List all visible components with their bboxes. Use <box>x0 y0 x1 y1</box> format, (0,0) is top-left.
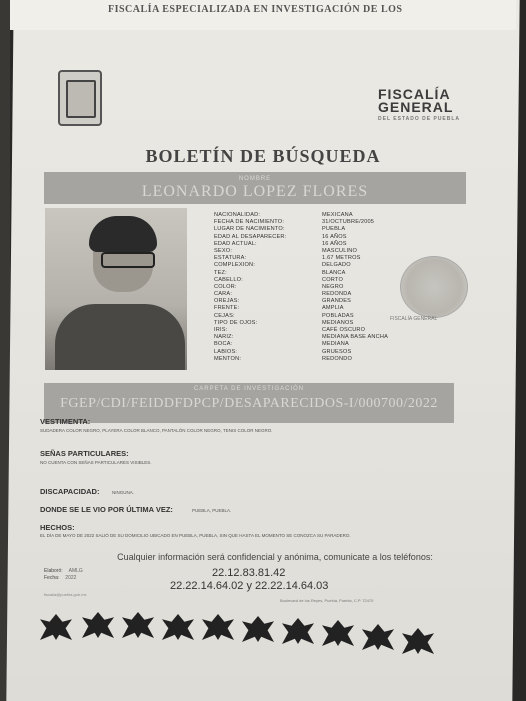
field-label: COLOR: <box>214 283 237 290</box>
field-label: CABELLO: <box>214 276 243 283</box>
donde-title: DONDE SE LE VIO POR ÚLTIMA VEZ: <box>40 505 173 514</box>
field-value: 1.67 METROS <box>322 255 361 262</box>
field-value: 31/OCTUBRE/2005 <box>322 219 375 226</box>
field-label: OREJAS: <box>214 298 240 305</box>
state-seal-icon <box>58 70 102 126</box>
field-label: EDAD ACTUAL: <box>214 240 257 247</box>
field-value: 16 AÑOS <box>322 233 347 240</box>
field-value: 16 AÑOS <box>322 240 347 247</box>
senas-title: SEÑAS PARTICULARES: <box>40 449 129 458</box>
phone-number-1: 22.12.83.81.42 <box>212 567 286 579</box>
field-label: TEZ: <box>214 269 227 276</box>
field-label: IRIS: <box>214 327 228 333</box>
discapacidad-title: DISCAPACIDAD: <box>40 487 100 496</box>
field-value: BLANCA <box>322 269 346 276</box>
field-value: PUEBLA <box>322 226 346 233</box>
vestimenta-text: SUDADERA COLOR NEGRO, PLAYERA COLOR BLANCO, PANTALÓN COLOR NEGRO, TENIS COLOR NEGRO. <box>40 428 273 433</box>
field-label: FECHA DE NACIMIENTO: <box>214 219 285 226</box>
field-value: MEXICANA <box>322 212 353 218</box>
agency-line3: DEL ESTADO DE PUEBLA <box>378 116 461 122</box>
field-value: REDONDO <box>322 355 352 362</box>
elaboration-info <box>44 568 83 582</box>
field-value: MEDIANA BASE ANCHA <box>322 334 389 341</box>
talavera-ornament-icon <box>322 620 354 646</box>
field-label: CEJAS: <box>214 312 235 319</box>
person-name: LEONARDO LOPEZ FLORES <box>141 183 369 200</box>
field-value: CAFÉ OSCURO <box>322 327 366 333</box>
fecha-value: 2022 <box>65 575 77 581</box>
phone-number-2: 22.22.14.64.02 y 22.22.14.64.03 <box>170 580 329 592</box>
page-title: BOLETÍN DE BÚSQUEDA <box>145 146 381 166</box>
field-value: MEDIANOS <box>322 319 354 326</box>
field-label: NACIONALIDAD: <box>214 212 261 218</box>
field-value: NEGRO <box>322 283 344 290</box>
donde-text: PUEBLA, PUEBLA. <box>192 508 232 513</box>
field-value: CORTO <box>322 276 343 283</box>
agency-logo <box>378 88 460 122</box>
field-label: MENTON: <box>214 355 242 362</box>
carpeta-bar <box>44 383 454 423</box>
talavera-ornament-icon <box>242 616 274 642</box>
field-value: POBLADAS <box>322 312 354 319</box>
field-values <box>322 212 388 363</box>
stamp-text: FISCALÍA GENERAL <box>390 316 438 322</box>
field-value: AMPLIA <box>322 305 344 312</box>
field-label: COMPLEXION: <box>214 262 256 269</box>
field-label: LABIOS: <box>214 348 238 355</box>
talavera-ornament-icon <box>162 614 194 640</box>
senas-text: NO CUENTA CON SEÑAS PARTICULARES VISIBLES. <box>40 460 152 465</box>
field-value: MEDIANA <box>322 341 349 348</box>
field-label: CARA: <box>214 291 233 298</box>
talavera-ornament-icon <box>122 612 154 638</box>
fecha-label: Fecha: <box>44 575 60 581</box>
ornament-border <box>38 608 448 664</box>
contact-email: fiscalia@puebla.gob.mx <box>44 592 87 597</box>
field-label: EDAD AL DESAPARECER: <box>214 233 287 240</box>
field-labels <box>214 212 286 363</box>
field-value: MASCULINO <box>322 247 358 254</box>
field-value: DELGADO <box>322 262 351 269</box>
elaboro-value: AMLG <box>68 568 83 574</box>
office-address: Boulevard de los Reyes, Puebla, Puebla, C.P. 72470 <box>280 598 374 603</box>
field-value: GRUESOS <box>322 348 352 355</box>
name-label: NOMBRE <box>238 176 272 182</box>
hechos-title: HECHOS: <box>40 523 75 532</box>
field-label: BOCA: <box>214 341 233 348</box>
header-top-line: FISCALÍA ESPECIALIZADA EN INVESTIGACIÓN DE LOS <box>108 4 403 15</box>
agency-line1: FISCALÍA <box>378 86 451 102</box>
hechos-text: EL DÍA DE MAYO DE 2022 SALIÓ DE SU DOMICILIO UBICADO EN PUEBLA, PUEBLA, SIN QUE HASTA EL MOMENTO SE CONOZCA SU PARADERO. <box>40 533 351 538</box>
elaboro-label: Elaboró: <box>44 568 63 574</box>
field-label: LUGAR DE NACIMIENTO: <box>214 226 285 233</box>
field-label: SEXO: <box>214 247 233 254</box>
field-value: REDONDA <box>322 291 352 298</box>
talavera-ornament-icon <box>402 628 434 654</box>
talavera-ornament-icon <box>202 614 234 640</box>
talavera-ornament-icon <box>282 618 314 644</box>
field-value: GRANDES <box>322 298 352 305</box>
field-label: TIPO DE OJOS: <box>214 319 258 326</box>
field-label: FRENTE: <box>214 305 240 312</box>
name-bar <box>44 172 466 204</box>
field-label: NARIZ: <box>214 334 234 341</box>
vestimenta-title: VESTIMENTA: <box>40 417 91 426</box>
official-stamp-icon <box>400 256 468 318</box>
carpeta-label: CARPETA DE INVESTIGACIÓN <box>193 386 305 392</box>
talavera-ornament-icon <box>362 624 394 650</box>
carpeta-number: FGEP/CDI/FEIDDFDPCP/DESAPARECIDOS-I/000700/2022 <box>60 396 438 411</box>
discapacidad-text: NINGUNA. <box>112 490 135 495</box>
field-label: ESTATURA: <box>214 255 247 262</box>
person-photo <box>45 208 187 370</box>
contact-text: Cualquier información será confidencial y anónima, comunicate a los teléfonos: <box>117 552 433 562</box>
talavera-ornament-icon <box>40 614 72 640</box>
talavera-ornament-icon <box>82 612 114 638</box>
agency-line2: GENERAL <box>378 99 454 115</box>
